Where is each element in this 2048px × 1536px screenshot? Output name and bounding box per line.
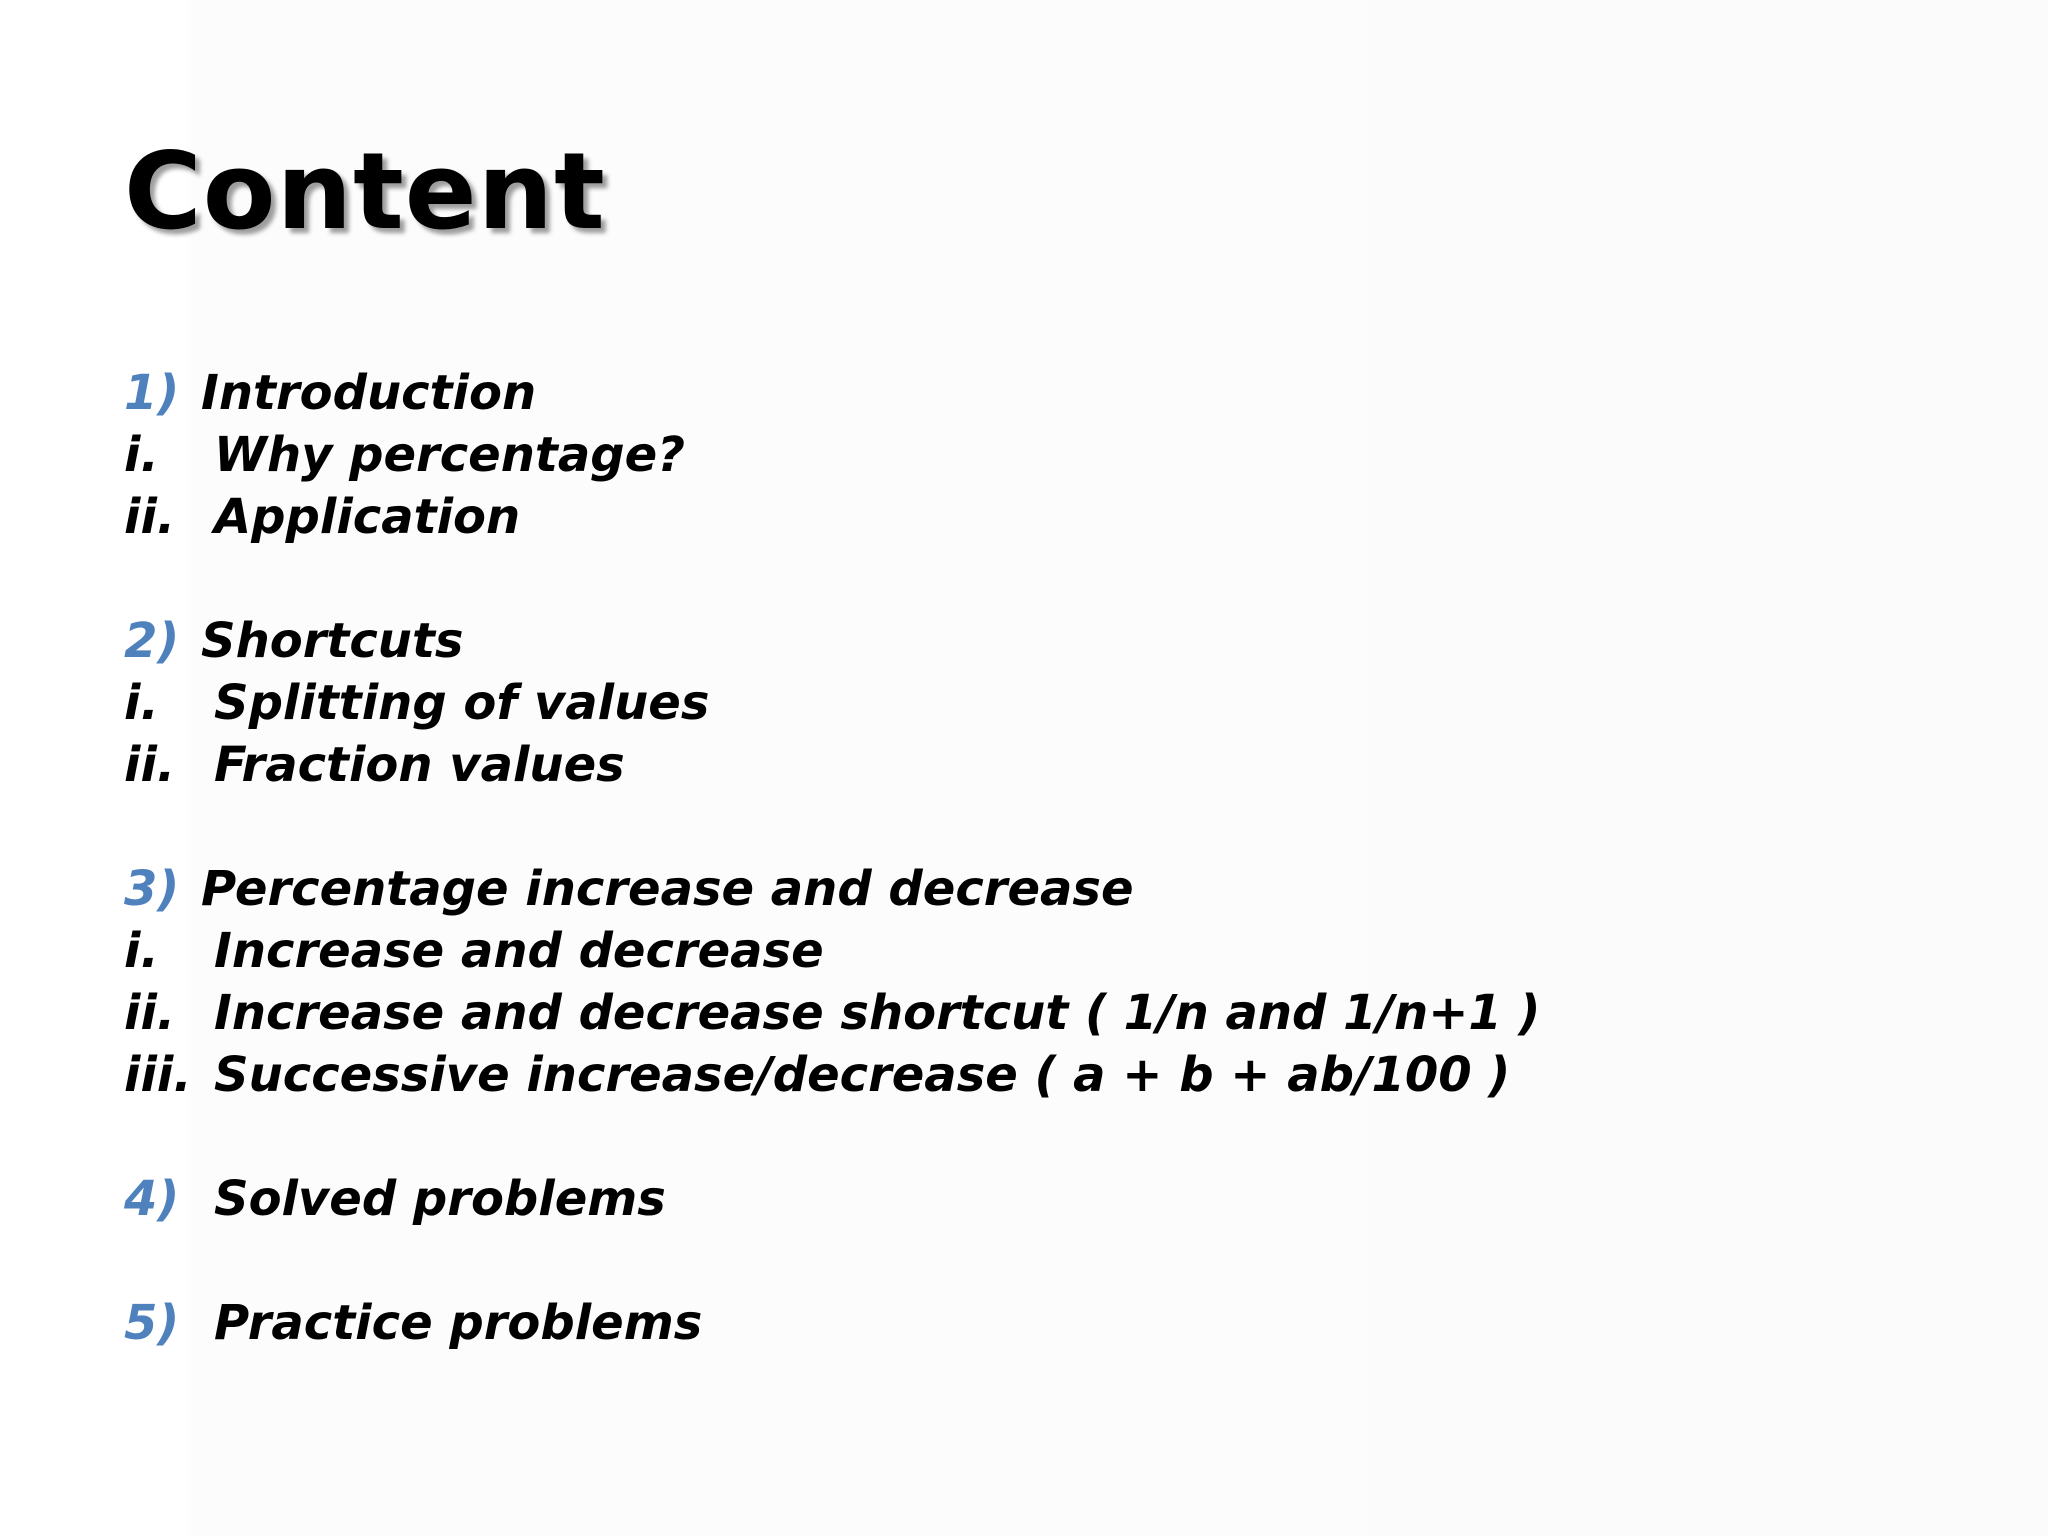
section-heading <box>124 610 1984 672</box>
section-heading <box>124 362 1984 424</box>
section-number: 2) <box>124 613 180 669</box>
section-title: Introduction <box>201 365 537 421</box>
roman-marker: i. <box>124 923 159 979</box>
list-item-text: Successive increase/decrease ( a + b + ab/100 ) <box>214 1047 1511 1103</box>
list-item <box>124 734 1984 796</box>
roman-marker: i. <box>124 675 159 731</box>
section-number: 3) <box>124 861 180 917</box>
list-item <box>124 672 1984 734</box>
roman-marker: ii. <box>124 985 176 1041</box>
section-title: Shortcuts <box>201 613 464 669</box>
list-item-text: Fraction values <box>214 737 625 793</box>
spacer <box>124 548 1984 610</box>
roman-marker: ii. <box>124 737 176 793</box>
list-item-text: Increase and decrease <box>214 923 824 979</box>
roman-marker: ii. <box>124 489 176 545</box>
roman-marker: i. <box>124 427 159 483</box>
list-item-text: Application <box>214 489 521 545</box>
list-item <box>124 1044 1984 1106</box>
list-item <box>124 982 1984 1044</box>
slide-title: Content <box>124 130 606 253</box>
list-item-text: Why percentage? <box>214 427 685 483</box>
section-heading <box>124 858 1984 920</box>
list-item <box>124 486 1984 548</box>
section-number: 1) <box>124 365 180 421</box>
section-title: Percentage increase and decrease <box>201 861 1134 917</box>
list-item-text: Increase and decrease shortcut ( 1/n and 1/n+1 ) <box>214 985 1541 1041</box>
roman-marker: iii. <box>124 1047 192 1103</box>
section-number: 4) <box>124 1171 180 1227</box>
spacer <box>124 796 1984 858</box>
spacer <box>124 1230 1984 1292</box>
list-item <box>124 424 1984 486</box>
spacer <box>124 1106 1984 1168</box>
content-list <box>124 362 1984 1354</box>
list-item <box>124 920 1984 982</box>
section-heading <box>124 1168 1984 1230</box>
section-number: 5) <box>124 1295 180 1351</box>
section-title: Practice problems <box>214 1295 703 1351</box>
list-item-text: Splitting of values <box>214 675 710 731</box>
section-title: Solved problems <box>214 1171 666 1227</box>
section-heading <box>124 1292 1984 1354</box>
